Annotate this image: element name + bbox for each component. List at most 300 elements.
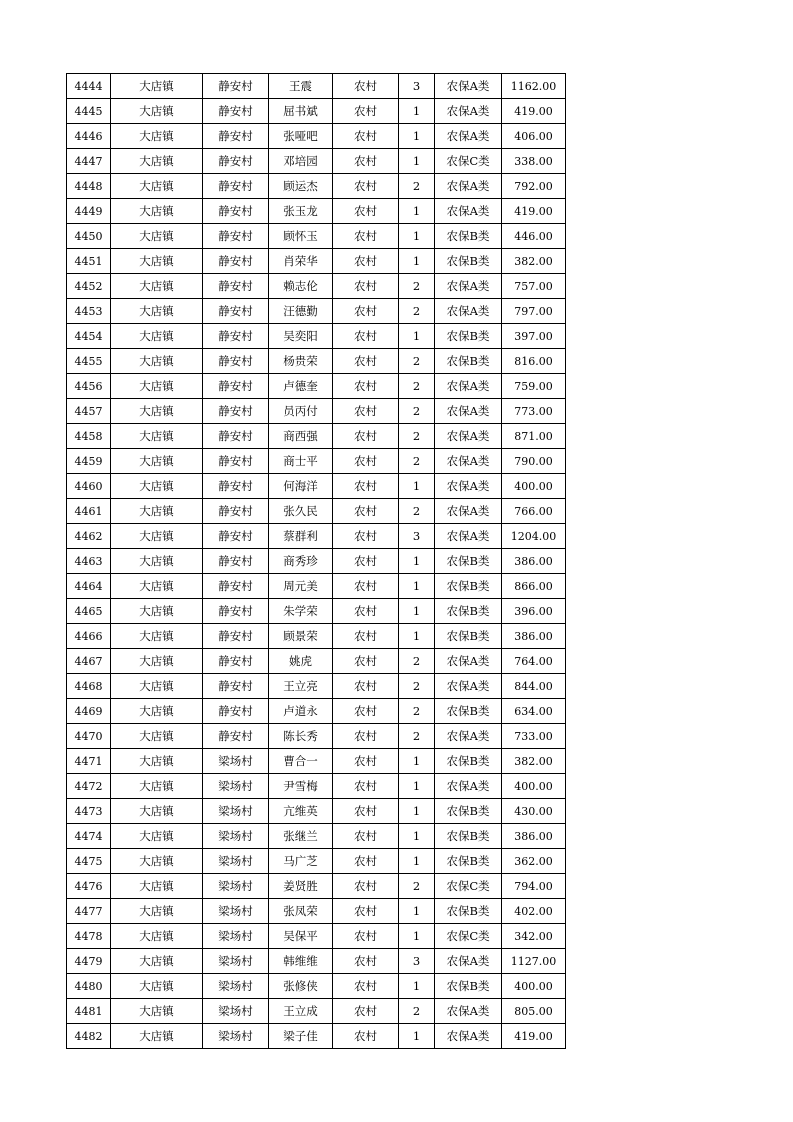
insurance-type-cell: 农保A类 — [435, 124, 502, 149]
category-cell: 农村 — [333, 524, 399, 549]
table-row — [67, 949, 566, 974]
table-row — [67, 199, 566, 224]
town-cell: 大店镇 — [111, 224, 203, 249]
village-cell: 静安村 — [203, 449, 269, 474]
category-cell: 农村 — [333, 274, 399, 299]
table-row — [67, 674, 566, 699]
row-number-cell: 4474 — [67, 824, 111, 849]
category-cell: 农村 — [333, 549, 399, 574]
count-cell: 1 — [399, 974, 435, 999]
amount-cell: 816.00 — [502, 349, 566, 374]
category-cell: 农村 — [333, 774, 399, 799]
category-cell: 农村 — [333, 824, 399, 849]
count-cell: 3 — [399, 524, 435, 549]
count-cell: 1 — [399, 899, 435, 924]
insurance-type-cell: 农保B类 — [435, 549, 502, 574]
name-cell: 员丙付 — [269, 399, 333, 424]
village-cell: 静安村 — [203, 174, 269, 199]
table-row — [67, 274, 566, 299]
village-cell: 静安村 — [203, 299, 269, 324]
row-number-cell: 4449 — [67, 199, 111, 224]
name-cell: 马广芝 — [269, 849, 333, 874]
insurance-type-cell: 农保B类 — [435, 824, 502, 849]
name-cell: 顾景荣 — [269, 624, 333, 649]
village-cell: 梁场村 — [203, 849, 269, 874]
town-cell: 大店镇 — [111, 649, 203, 674]
insurance-type-cell: 农保A类 — [435, 1024, 502, 1049]
amount-cell: 419.00 — [502, 99, 566, 124]
name-cell: 汪德勤 — [269, 299, 333, 324]
village-cell: 静安村 — [203, 349, 269, 374]
count-cell: 1 — [399, 99, 435, 124]
village-cell: 静安村 — [203, 549, 269, 574]
amount-cell: 1204.00 — [502, 524, 566, 549]
table-row — [67, 149, 566, 174]
insurance-type-cell: 农保B类 — [435, 899, 502, 924]
insurance-type-cell: 农保A类 — [435, 999, 502, 1024]
name-cell: 张哑吧 — [269, 124, 333, 149]
insurance-type-cell: 农保B类 — [435, 974, 502, 999]
name-cell: 韩维维 — [269, 949, 333, 974]
table-row — [67, 549, 566, 574]
row-number-cell: 4446 — [67, 124, 111, 149]
insurance-type-cell: 农保A类 — [435, 724, 502, 749]
amount-cell: 396.00 — [502, 599, 566, 624]
table-row — [67, 749, 566, 774]
category-cell: 农村 — [333, 724, 399, 749]
village-cell: 静安村 — [203, 599, 269, 624]
insurance-type-cell: 农保A类 — [435, 374, 502, 399]
amount-cell: 792.00 — [502, 174, 566, 199]
count-cell: 1 — [399, 249, 435, 274]
amount-cell: 382.00 — [502, 249, 566, 274]
table-row — [67, 974, 566, 999]
village-cell: 静安村 — [203, 74, 269, 99]
village-cell: 静安村 — [203, 424, 269, 449]
name-cell: 蔡群利 — [269, 524, 333, 549]
amount-cell: 397.00 — [502, 324, 566, 349]
count-cell: 2 — [399, 649, 435, 674]
table-row — [67, 349, 566, 374]
row-number-cell: 4459 — [67, 449, 111, 474]
amount-cell: 759.00 — [502, 374, 566, 399]
count-cell: 1 — [399, 849, 435, 874]
amount-cell: 400.00 — [502, 974, 566, 999]
insurance-type-cell: 农保B类 — [435, 749, 502, 774]
table-row — [67, 449, 566, 474]
table-row — [67, 724, 566, 749]
category-cell: 农村 — [333, 874, 399, 899]
count-cell: 2 — [399, 424, 435, 449]
row-number-cell: 4448 — [67, 174, 111, 199]
table-row — [67, 1024, 566, 1049]
village-cell: 静安村 — [203, 574, 269, 599]
insurance-type-cell: 农保B类 — [435, 249, 502, 274]
name-cell: 顾运杰 — [269, 174, 333, 199]
row-number-cell: 4453 — [67, 299, 111, 324]
row-number-cell: 4451 — [67, 249, 111, 274]
table-row — [67, 299, 566, 324]
town-cell: 大店镇 — [111, 374, 203, 399]
town-cell: 大店镇 — [111, 549, 203, 574]
insurance-type-cell: 农保B类 — [435, 624, 502, 649]
name-cell: 商秀珍 — [269, 549, 333, 574]
name-cell: 屈书斌 — [269, 99, 333, 124]
town-cell: 大店镇 — [111, 874, 203, 899]
category-cell: 农村 — [333, 949, 399, 974]
row-number-cell: 4452 — [67, 274, 111, 299]
amount-cell: 757.00 — [502, 274, 566, 299]
village-cell: 梁场村 — [203, 799, 269, 824]
name-cell: 姜贤胜 — [269, 874, 333, 899]
row-number-cell: 4450 — [67, 224, 111, 249]
town-cell: 大店镇 — [111, 299, 203, 324]
amount-cell: 733.00 — [502, 724, 566, 749]
category-cell: 农村 — [333, 199, 399, 224]
village-cell: 静安村 — [203, 699, 269, 724]
insurance-type-cell: 农保C类 — [435, 149, 502, 174]
village-cell: 静安村 — [203, 524, 269, 549]
name-cell: 邓培园 — [269, 149, 333, 174]
insurance-type-cell: 农保A类 — [435, 774, 502, 799]
village-cell: 静安村 — [203, 249, 269, 274]
row-number-cell: 4461 — [67, 499, 111, 524]
count-cell: 2 — [399, 299, 435, 324]
town-cell: 大店镇 — [111, 124, 203, 149]
insurance-type-cell: 农保A类 — [435, 649, 502, 674]
village-cell: 静安村 — [203, 499, 269, 524]
amount-cell: 419.00 — [502, 199, 566, 224]
village-cell: 梁场村 — [203, 974, 269, 999]
town-cell: 大店镇 — [111, 974, 203, 999]
count-cell: 1 — [399, 774, 435, 799]
category-cell: 农村 — [333, 149, 399, 174]
village-cell: 梁场村 — [203, 949, 269, 974]
town-cell: 大店镇 — [111, 74, 203, 99]
town-cell: 大店镇 — [111, 574, 203, 599]
table-row — [67, 999, 566, 1024]
count-cell: 1 — [399, 624, 435, 649]
town-cell: 大店镇 — [111, 749, 203, 774]
insurance-type-cell: 农保A类 — [435, 524, 502, 549]
category-cell: 农村 — [333, 849, 399, 874]
town-cell: 大店镇 — [111, 924, 203, 949]
row-number-cell: 4478 — [67, 924, 111, 949]
count-cell: 3 — [399, 949, 435, 974]
town-cell: 大店镇 — [111, 349, 203, 374]
count-cell: 2 — [399, 174, 435, 199]
insurance-type-cell: 农保A类 — [435, 199, 502, 224]
village-cell: 梁场村 — [203, 749, 269, 774]
village-cell: 静安村 — [203, 99, 269, 124]
amount-cell: 790.00 — [502, 449, 566, 474]
row-number-cell: 4471 — [67, 749, 111, 774]
count-cell: 2 — [399, 349, 435, 374]
insurance-type-cell: 农保C类 — [435, 874, 502, 899]
count-cell: 1 — [399, 749, 435, 774]
category-cell: 农村 — [333, 999, 399, 1024]
category-cell: 农村 — [333, 599, 399, 624]
row-number-cell: 4454 — [67, 324, 111, 349]
name-cell: 王震 — [269, 74, 333, 99]
amount-cell: 342.00 — [502, 924, 566, 949]
row-number-cell: 4464 — [67, 574, 111, 599]
table-row — [67, 699, 566, 724]
insurance-type-cell: 农保A类 — [435, 499, 502, 524]
category-cell: 农村 — [333, 174, 399, 199]
insurance-type-cell: 农保B类 — [435, 349, 502, 374]
name-cell: 曹合一 — [269, 749, 333, 774]
row-number-cell: 4467 — [67, 649, 111, 674]
town-cell: 大店镇 — [111, 1024, 203, 1049]
amount-cell: 400.00 — [502, 474, 566, 499]
village-cell: 静安村 — [203, 649, 269, 674]
table-row — [67, 624, 566, 649]
village-cell: 梁场村 — [203, 999, 269, 1024]
row-number-cell: 4462 — [67, 524, 111, 549]
row-number-cell: 4475 — [67, 849, 111, 874]
row-number-cell: 4457 — [67, 399, 111, 424]
category-cell: 农村 — [333, 374, 399, 399]
insurance-type-cell: 农保B类 — [435, 699, 502, 724]
village-cell: 静安村 — [203, 149, 269, 174]
amount-cell: 871.00 — [502, 424, 566, 449]
row-number-cell: 4463 — [67, 549, 111, 574]
insurance-type-cell: 农保A类 — [435, 299, 502, 324]
category-cell: 农村 — [333, 699, 399, 724]
village-cell: 静安村 — [203, 374, 269, 399]
count-cell: 2 — [399, 724, 435, 749]
village-cell: 梁场村 — [203, 899, 269, 924]
village-cell: 静安村 — [203, 624, 269, 649]
town-cell: 大店镇 — [111, 524, 203, 549]
category-cell: 农村 — [333, 499, 399, 524]
row-number-cell: 4456 — [67, 374, 111, 399]
count-cell: 2 — [399, 374, 435, 399]
insurance-type-cell: 农保A类 — [435, 174, 502, 199]
amount-cell: 400.00 — [502, 774, 566, 799]
count-cell: 1 — [399, 824, 435, 849]
insurance-type-cell: 农保A类 — [435, 74, 502, 99]
town-cell: 大店镇 — [111, 699, 203, 724]
table-row — [67, 74, 566, 99]
count-cell: 1 — [399, 324, 435, 349]
category-cell: 农村 — [333, 649, 399, 674]
name-cell: 顾怀玉 — [269, 224, 333, 249]
table-row — [67, 649, 566, 674]
data-table — [66, 73, 566, 1049]
town-cell: 大店镇 — [111, 174, 203, 199]
table-row — [67, 324, 566, 349]
category-cell: 农村 — [333, 1024, 399, 1049]
table-row — [67, 899, 566, 924]
category-cell: 农村 — [333, 299, 399, 324]
count-cell: 1 — [399, 799, 435, 824]
village-cell: 梁场村 — [203, 774, 269, 799]
amount-cell: 386.00 — [502, 549, 566, 574]
name-cell: 杨贵荣 — [269, 349, 333, 374]
name-cell: 陈长秀 — [269, 724, 333, 749]
insurance-type-cell: 农保A类 — [435, 474, 502, 499]
town-cell: 大店镇 — [111, 999, 203, 1024]
row-number-cell: 4458 — [67, 424, 111, 449]
count-cell: 1 — [399, 1024, 435, 1049]
row-number-cell: 4472 — [67, 774, 111, 799]
insurance-type-cell: 农保A类 — [435, 99, 502, 124]
town-cell: 大店镇 — [111, 424, 203, 449]
amount-cell: 805.00 — [502, 999, 566, 1024]
name-cell: 朱学荣 — [269, 599, 333, 624]
name-cell: 卢道永 — [269, 699, 333, 724]
name-cell: 张修侠 — [269, 974, 333, 999]
category-cell: 农村 — [333, 399, 399, 424]
name-cell: 卢德奎 — [269, 374, 333, 399]
table-row — [67, 424, 566, 449]
name-cell: 周元美 — [269, 574, 333, 599]
village-cell: 梁场村 — [203, 924, 269, 949]
insurance-type-cell: 农保A类 — [435, 949, 502, 974]
village-cell: 静安村 — [203, 399, 269, 424]
name-cell: 亢维英 — [269, 799, 333, 824]
category-cell: 农村 — [333, 474, 399, 499]
category-cell: 农村 — [333, 324, 399, 349]
town-cell: 大店镇 — [111, 824, 203, 849]
amount-cell: 419.00 — [502, 1024, 566, 1049]
count-cell: 1 — [399, 599, 435, 624]
town-cell: 大店镇 — [111, 624, 203, 649]
town-cell: 大店镇 — [111, 449, 203, 474]
category-cell: 农村 — [333, 924, 399, 949]
village-cell: 静安村 — [203, 124, 269, 149]
table-row — [67, 574, 566, 599]
amount-cell: 386.00 — [502, 624, 566, 649]
table-row — [67, 399, 566, 424]
insurance-type-cell: 农保A类 — [435, 674, 502, 699]
amount-cell: 766.00 — [502, 499, 566, 524]
amount-cell: 797.00 — [502, 299, 566, 324]
row-number-cell: 4477 — [67, 899, 111, 924]
insurance-type-cell: 农保C类 — [435, 924, 502, 949]
insurance-type-cell: 农保B类 — [435, 849, 502, 874]
town-cell: 大店镇 — [111, 274, 203, 299]
amount-cell: 402.00 — [502, 899, 566, 924]
table-row — [67, 474, 566, 499]
town-cell: 大店镇 — [111, 949, 203, 974]
count-cell: 1 — [399, 474, 435, 499]
village-cell: 梁场村 — [203, 874, 269, 899]
row-number-cell: 4465 — [67, 599, 111, 624]
name-cell: 尹雪梅 — [269, 774, 333, 799]
category-cell: 农村 — [333, 349, 399, 374]
count-cell: 2 — [399, 674, 435, 699]
amount-cell: 382.00 — [502, 749, 566, 774]
amount-cell: 773.00 — [502, 399, 566, 424]
count-cell: 2 — [399, 699, 435, 724]
town-cell: 大店镇 — [111, 399, 203, 424]
count-cell: 2 — [399, 874, 435, 899]
row-number-cell: 4466 — [67, 624, 111, 649]
category-cell: 农村 — [333, 249, 399, 274]
table-row — [67, 99, 566, 124]
name-cell: 姚虎 — [269, 649, 333, 674]
insurance-type-cell: 农保B类 — [435, 224, 502, 249]
table-row — [67, 224, 566, 249]
count-cell: 2 — [399, 499, 435, 524]
table-row — [67, 874, 566, 899]
row-number-cell: 4445 — [67, 99, 111, 124]
count-cell: 1 — [399, 199, 435, 224]
table-row — [67, 174, 566, 199]
town-cell: 大店镇 — [111, 774, 203, 799]
town-cell: 大店镇 — [111, 249, 203, 274]
category-cell: 农村 — [333, 449, 399, 474]
table-row — [67, 249, 566, 274]
count-cell: 1 — [399, 124, 435, 149]
town-cell: 大店镇 — [111, 724, 203, 749]
table-row — [67, 374, 566, 399]
town-cell: 大店镇 — [111, 799, 203, 824]
village-cell: 静安村 — [203, 324, 269, 349]
name-cell: 张玉龙 — [269, 199, 333, 224]
table-row — [67, 849, 566, 874]
name-cell: 商士平 — [269, 449, 333, 474]
insurance-type-cell: 农保B类 — [435, 599, 502, 624]
count-cell: 1 — [399, 574, 435, 599]
row-number-cell: 4444 — [67, 74, 111, 99]
row-number-cell: 4476 — [67, 874, 111, 899]
row-number-cell: 4482 — [67, 1024, 111, 1049]
category-cell: 农村 — [333, 574, 399, 599]
amount-cell: 764.00 — [502, 649, 566, 674]
insurance-type-cell: 农保A类 — [435, 449, 502, 474]
row-number-cell: 4480 — [67, 974, 111, 999]
category-cell: 农村 — [333, 74, 399, 99]
amount-cell: 794.00 — [502, 874, 566, 899]
name-cell: 何海洋 — [269, 474, 333, 499]
count-cell: 3 — [399, 74, 435, 99]
name-cell: 肖荣华 — [269, 249, 333, 274]
village-cell: 梁场村 — [203, 824, 269, 849]
table-row — [67, 924, 566, 949]
category-cell: 农村 — [333, 749, 399, 774]
name-cell: 梁子佳 — [269, 1024, 333, 1049]
category-cell: 农村 — [333, 899, 399, 924]
category-cell: 农村 — [333, 224, 399, 249]
table-row — [67, 799, 566, 824]
town-cell: 大店镇 — [111, 474, 203, 499]
count-cell: 1 — [399, 924, 435, 949]
town-cell: 大店镇 — [111, 149, 203, 174]
category-cell: 农村 — [333, 99, 399, 124]
insurance-type-cell: 农保B类 — [435, 574, 502, 599]
name-cell: 张凤荣 — [269, 899, 333, 924]
category-cell: 农村 — [333, 124, 399, 149]
count-cell: 2 — [399, 274, 435, 299]
village-cell: 静安村 — [203, 474, 269, 499]
table-row — [67, 499, 566, 524]
row-number-cell: 4473 — [67, 799, 111, 824]
amount-cell: 866.00 — [502, 574, 566, 599]
town-cell: 大店镇 — [111, 199, 203, 224]
count-cell: 2 — [399, 999, 435, 1024]
name-cell: 王立成 — [269, 999, 333, 1024]
town-cell: 大店镇 — [111, 674, 203, 699]
village-cell: 静安村 — [203, 724, 269, 749]
category-cell: 农村 — [333, 424, 399, 449]
town-cell: 大店镇 — [111, 899, 203, 924]
amount-cell: 634.00 — [502, 699, 566, 724]
category-cell: 农村 — [333, 799, 399, 824]
